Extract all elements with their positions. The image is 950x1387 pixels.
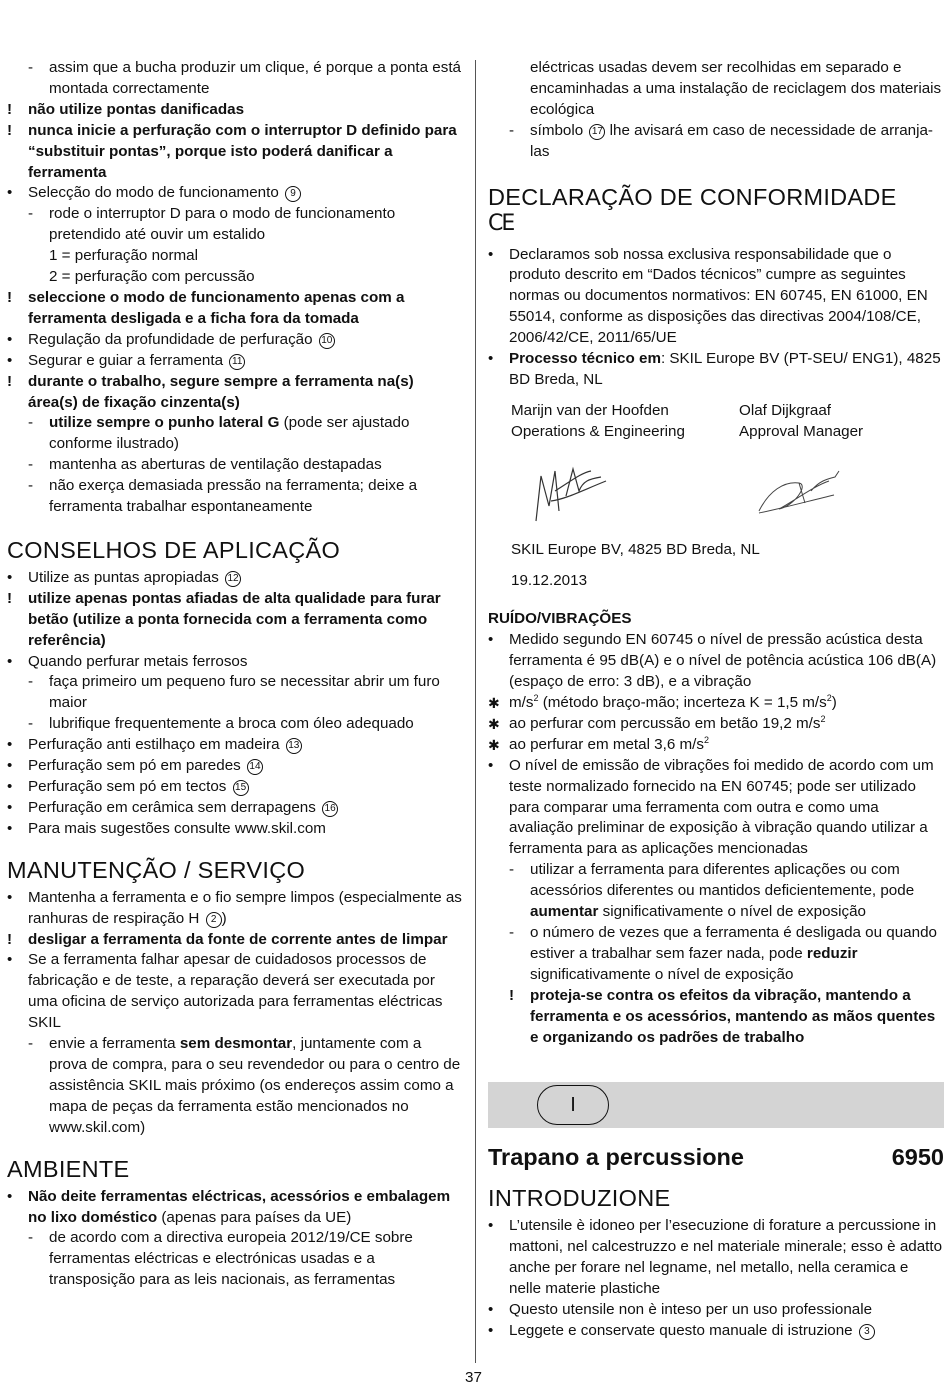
product-title: Trapano a percussione bbox=[488, 1144, 744, 1171]
dash-icon bbox=[28, 1034, 48, 1055]
list-item: ! nunca inicie a perfuração com o interruptor D definido para “substituir pontas”, porque isto poderá danificar a ferramenta bbox=[7, 121, 462, 184]
bullet-icon bbox=[488, 1321, 508, 1342]
list-item: • Perfuração sem pó em tectos 15 bbox=[7, 777, 462, 798]
dash-icon bbox=[28, 204, 48, 225]
language-bar bbox=[488, 1082, 944, 1128]
company-address: SKIL Europe BV, 4825 BD Breda, NL bbox=[511, 540, 760, 558]
left-column bbox=[7, 58, 462, 1291]
list-item: • Quando perfurar metais ferrosos bbox=[7, 652, 462, 673]
warning-mark-icon bbox=[7, 100, 27, 121]
section-title-ambiente: AMBIENTE bbox=[7, 1155, 130, 1182]
list-item: - símbolo 17 lhe avisará em caso de necessidade de arranja-las bbox=[509, 121, 944, 163]
list-item: - utilizar a ferramenta para diferentes aplicações ou com acessórios diferentes ou mantidos deficientemente, pode aumentar significativamente o nível de exposição bbox=[488, 860, 944, 923]
figure-reference-icon: 2 bbox=[206, 912, 222, 928]
dash-icon bbox=[509, 121, 529, 142]
dash-icon bbox=[509, 860, 529, 881]
ambiente-list bbox=[7, 1187, 462, 1292]
list-item: - não exerça demasiada pressão na ferramenta; deixe a ferramenta trabalhar espontaneamente bbox=[7, 476, 462, 518]
bullet-icon bbox=[7, 756, 27, 777]
list-item: • Processo técnico em: SKIL Europe BV (PT-SEU/ ENG1), 4825 BD Breda, NL bbox=[488, 349, 944, 391]
list-item: ! durante o trabalho, segure sempre a ferramenta na(s) área(s) de fixação cinzenta(s) bbox=[7, 372, 462, 414]
section-title-declaracao: DECLARAÇÃO DE CONFORMIDADE bbox=[488, 183, 897, 210]
conselhos-list bbox=[7, 568, 462, 840]
list-item: • O nível de emissão de vibrações foi medido de acordo com um teste normalizado fornecido na EN 60745; pode ser utilizado para comparar uma ferramenta com outra e como uma avaliação preliminar de exposição à vibração quando utilizar a ferramenta para as aplicações mencionadas bbox=[488, 756, 944, 861]
list-item: • Se a ferramenta falhar apesar de cuidadosos processos de fabricação e de teste, a reparação deverá ser executada por uma oficina de serviço autorizada para ferramentas eléctricas SKIL bbox=[7, 950, 462, 1034]
warning-mark-icon bbox=[509, 986, 529, 1007]
page-number: 37 bbox=[465, 1369, 482, 1386]
figure-reference-icon: 10 bbox=[319, 333, 335, 349]
warning-mark-icon bbox=[7, 372, 27, 393]
figure-reference-icon: 11 bbox=[229, 354, 245, 370]
signatory-name: Olaf Dijkgraaf bbox=[739, 401, 832, 419]
list-item: • Regulação da profundidade de perfuração 10 bbox=[7, 330, 462, 351]
figure-reference-icon: 17 bbox=[589, 124, 605, 140]
list-item: • Segurar e guiar a ferramenta 11 bbox=[7, 351, 462, 372]
list-item: • Utilize as puntas apropiadas 12 bbox=[7, 568, 462, 589]
warning-mark-icon bbox=[7, 288, 27, 309]
bullet-icon bbox=[7, 819, 27, 840]
signatory-1 bbox=[488, 401, 716, 538]
list-item: - lubrifique frequentemente a broca com óleo adequado bbox=[7, 714, 462, 735]
list-item: • Perfuração sem pó em paredes 14 bbox=[7, 756, 462, 777]
list-item: - o número de vezes que a ferramenta é desligada ou quando estiver a trabalhar sem fazer nada, pode reduzir significativamente o nível de exposição bbox=[488, 923, 944, 986]
bullet-icon bbox=[488, 245, 508, 266]
ce-mark-icon: CE bbox=[488, 210, 514, 236]
warning-mark-icon bbox=[7, 930, 27, 951]
list-item: - utilize sempre o punho lateral G (pode ser ajustado conforme ilustrado) bbox=[7, 413, 462, 455]
figure-reference-icon: 16 bbox=[322, 801, 338, 817]
signatures bbox=[488, 401, 944, 538]
bullet-icon bbox=[7, 183, 27, 204]
list-item: ! seleccione o modo de funcionamento apenas com a ferramenta desligada e a ficha fora da tomada bbox=[7, 288, 462, 330]
list-item: • Perfuração anti estilhaço em madeira 13 bbox=[7, 735, 462, 756]
section-title-conselhos: CONSELHOS DE APLICAÇÃO bbox=[7, 536, 341, 563]
list-item: 2 = perfuração com percussão bbox=[49, 268, 255, 286]
list-item: eléctricas usadas devem ser recolhidas em separado e encaminhadas a uma instalação de reciclagem dos materiais ecológica bbox=[530, 59, 942, 118]
list-item: ✱ ao perfurar com percussão em betão 19,2 $m/s^2$ bbox=[488, 714, 944, 735]
dash-icon bbox=[509, 923, 529, 944]
dash-icon bbox=[28, 1228, 48, 1249]
list-item: - de acordo com a directiva europeia 2012/19/CE sobre ferramentas eléctricas e electrónicas usadas e a transposição para as leis nacionais, as ferramentas bbox=[7, 1228, 462, 1291]
bullet-icon bbox=[488, 756, 508, 777]
list-item: • Mantenha a ferramenta e o fio sempre limpos (especialmente as ranhuras de respiração H 2 ) bbox=[7, 888, 462, 930]
bullet-icon bbox=[7, 888, 27, 909]
list-item: • Declaramos sob nossa exclusiva responsabilidade que o produto descrito em “Dados técnicos” cumpre as seguintes normas ou documentos normativos: EN 60745, EN 61000, EN 55014, conforme as disposições das directivas 2004/108/CE, 2006/42/CE, 2011/65/UE bbox=[488, 245, 944, 350]
bullet-icon bbox=[7, 777, 27, 798]
figure-reference-icon: 12 bbox=[225, 571, 241, 587]
warning-mark-icon bbox=[7, 589, 27, 610]
signatory-name: Marijn van der Hoofden bbox=[511, 401, 669, 419]
bullet-icon bbox=[488, 1300, 508, 1321]
language-code-badge: I bbox=[537, 1085, 609, 1125]
bullet-icon bbox=[7, 735, 27, 756]
dash-icon bbox=[28, 413, 48, 434]
bullet-icon bbox=[7, 568, 27, 589]
figure-reference-icon: 13 bbox=[286, 738, 302, 754]
list-item: • Leggete e conservate questo manuale di istruzione 3 bbox=[488, 1321, 944, 1342]
list-item: - rode o interruptor D para o modo de funcionamento pretendido até ouvir um estalido bbox=[7, 204, 462, 246]
intro-list bbox=[7, 58, 462, 518]
list-item: • L’utensile è idoneo per l’esecuzione di forature a percussione in mattoni, nel calcestruzzo e nel materiale minerale; esso è adatto anche per forare nel legname, nel metallo, nella ceramica e nelle materie plastiche bbox=[488, 1216, 944, 1300]
dash-icon bbox=[28, 58, 48, 79]
asterisk-icon bbox=[488, 735, 508, 757]
continued-list bbox=[488, 58, 944, 163]
product-number: 6950 bbox=[891, 1144, 944, 1171]
list-item: • Para mais sugestões consulte www.skil.com bbox=[7, 819, 462, 840]
list-item: - faça primeiro um pequeno furo se necessitar abrir um furo maior bbox=[7, 672, 462, 714]
product-title-row bbox=[488, 1142, 944, 1172]
bullet-icon bbox=[7, 950, 27, 971]
dash-icon bbox=[28, 455, 48, 476]
list-item: • Não deite ferramentas eléctricas, acessórios e embalagem no lixo doméstico (apenas para países da UE) bbox=[7, 1187, 462, 1229]
list-item: ✱ $m/s^2$ (método braço-mão; incerteza K = 1,5 $m/s^2$) bbox=[488, 693, 944, 714]
list-item: ! não utilize pontas danificadas bbox=[7, 100, 462, 121]
section-title-ruido: RUÍDO/VIBRAÇÕES bbox=[488, 610, 632, 628]
list-item: ! desligar a ferramenta da fonte de corrente antes de limpar bbox=[7, 930, 462, 951]
warning-mark-icon bbox=[7, 121, 27, 142]
list-item: - mantenha as aberturas de ventilação destapadas bbox=[7, 455, 462, 476]
list-item: ! utilize apenas pontas afiadas de alta qualidade para furar betão (utilize a ponta fornecida com a ferramenta como referência) bbox=[7, 589, 462, 652]
asterisk-icon bbox=[488, 693, 508, 715]
list-item: • Questo utensile non è inteso per un uso professionale bbox=[488, 1300, 944, 1321]
bullet-icon bbox=[7, 652, 27, 673]
list-item: ! proteja-se contra os efeitos da vibração, mantendo a ferramenta e os acessórios, mantendo as mãos quentes e organizando os padrões de trabalho bbox=[488, 986, 944, 1049]
figure-reference-icon: 9 bbox=[285, 186, 301, 202]
bullet-icon bbox=[7, 798, 27, 819]
list-item: - envie a ferramenta sem desmontar, juntamente com a prova de compra, para o seu revendedor ou para o centro de assistência SKIL mais próximo (os endereços assim como a mapa de peças da ferramenta estão mencionados no www.skil.com) bbox=[7, 1034, 462, 1139]
list-item: • Selecção do modo de funcionamento 9 bbox=[7, 183, 462, 204]
signature-1-image bbox=[511, 451, 631, 531]
introduzione-list bbox=[488, 1216, 944, 1341]
ruido-list bbox=[488, 756, 944, 1049]
bullet-icon bbox=[7, 330, 27, 351]
signatory-role: Approval Manager bbox=[739, 422, 864, 440]
bullet-icon bbox=[488, 1216, 508, 1237]
list-item: ✱ ao perfurar em metal 3,6 $m/s^2$ bbox=[488, 735, 944, 756]
list-item: - assim que a bucha produzir um clique, é porque a ponta está montada correctamente bbox=[7, 58, 462, 100]
signatory-2 bbox=[716, 401, 944, 538]
list-item: 1 = perfuração normal bbox=[49, 247, 199, 265]
bullet-icon bbox=[488, 349, 508, 370]
section-title-introduzione: INTRODUZIONE bbox=[488, 1185, 671, 1212]
list-item: • Medido segundo EN 60745 o nível de pressão acústica desta ferramenta é 95 dB(A) e o nível de potência acústica 106 dB(A) (espaço de erro: 3 dB), e a vibração bbox=[488, 630, 944, 693]
declaration-date: 19.12.2013 bbox=[511, 571, 588, 589]
list-item: • Perfuração em cerâmica sem derrapagens 16 bbox=[7, 798, 462, 819]
right-column bbox=[488, 58, 944, 1342]
figure-reference-icon: 3 bbox=[859, 1324, 875, 1340]
signature-2-image bbox=[739, 451, 859, 531]
manutencao-list bbox=[7, 888, 462, 1139]
asterisk-icon bbox=[488, 714, 508, 736]
bullet-icon bbox=[7, 1187, 27, 1208]
section-title-manutencao: MANUTENÇÃO / SERVIÇO bbox=[7, 856, 306, 883]
declaracao-list bbox=[488, 245, 944, 391]
column-divider bbox=[475, 60, 476, 1363]
figure-reference-icon: 14 bbox=[247, 759, 263, 775]
bullet-icon bbox=[7, 351, 27, 372]
dash-icon bbox=[28, 672, 48, 693]
dash-icon bbox=[28, 476, 48, 497]
dash-icon bbox=[28, 714, 48, 735]
signatory-role: Operations & Engineering bbox=[511, 422, 685, 440]
figure-reference-icon: 15 bbox=[233, 780, 249, 796]
